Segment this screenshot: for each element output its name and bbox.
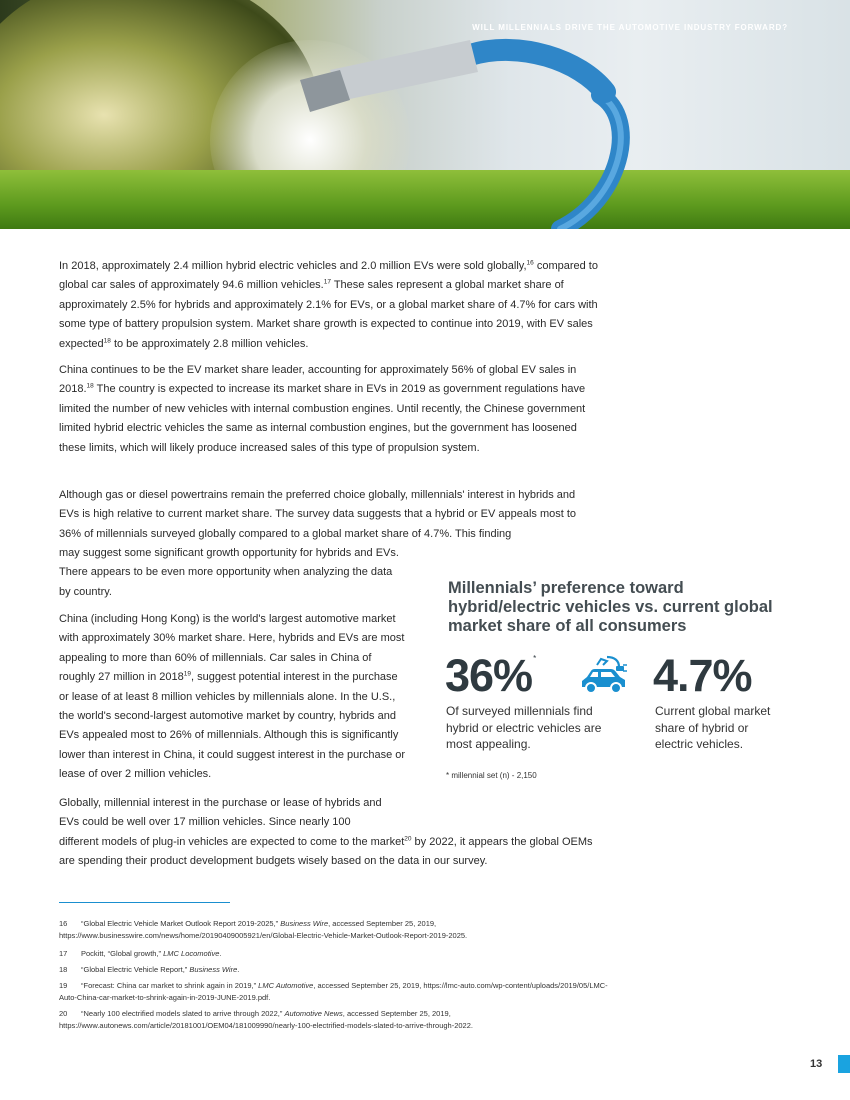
sample-size-note: * millennial set (n) - 2,150 bbox=[446, 771, 537, 780]
paragraph-3a: Although gas or diesel powertrains remain the preferred choice globally, millennials' interest in hybrids and EVs is high relative to current market share. The survey data suggests that a hybrid or EV appeals most to 36% of millennials surveyed globally compared to a global market share of 4.7%. This finding bbox=[59, 489, 577, 540]
hero-image bbox=[0, 0, 850, 229]
stat-asterisk: * bbox=[533, 654, 536, 663]
stat-callout bbox=[448, 579, 788, 636]
charging-cable-illustration bbox=[0, 0, 850, 229]
footnote-19: 19 “Forecast: China car market to shrink again in 2019,” LMC Automotive, accessed September 25, 2019, https://lmc-auto.com/wp-content/uploads/2019/05/LMC-Auto-China-car-market-to-shrink-again-in-2019-JUNE-2019.pdf. bbox=[59, 981, 608, 1002]
paragraph-4: China (including Hong Kong) is the world's largest automotive market with approximately 30% market share. Here, hybrids and EVs are most appealing to more than 60% of millennials. Car sales in China of roughly 27 million in 2018$^{19}$, suggest potential interest in the purchase or lease of at least 8 million vehicles by millennials alone. In the U.S., the world's second-largest automotive market by country, hybrids and EVs appealed most to 26% of millennials. Although this is significantly lower than interest in China, it could suggest interest in the purchase or lease of over 2 million vehicles. bbox=[59, 613, 406, 781]
footnote-divider bbox=[59, 902, 230, 903]
stat-36-value: 36%* bbox=[445, 650, 536, 701]
stat-4-7-value: 4.7% bbox=[653, 650, 752, 701]
paragraph-1: In 2018, approximately 2.4 million hybrid electric vehicles and 2.0 million EVs were sold globally,$^{16}$ compared to global car sales of approximately 94.6 million vehicles.$^{17}$ These sales represent a global market share of approximately 2.5% for hybrids and approximately 2.1% for EVs, or a global market share of 4.7% for cars with some type of battery propulsion system. Market share growth is expected to continue into 2019, with EV sales expected$^{18}$ to be approximately 2.8 million vehicles. bbox=[59, 259, 598, 350]
stat-4-7-description: Current global market share of hybrid or electric vehicles. bbox=[655, 704, 771, 751]
paragraph-3b: may suggest some significant growth opportunity for hybrids and EVs. There appears to be even more opportunity when analyzing the data by country. bbox=[59, 547, 399, 598]
paragraph-5b: different models of plug-in vehicles are expected to come to the market$^{20}$ by 2022, it appears the global OEMs are spending their product development budgets wisely based on the data in our survey. bbox=[59, 835, 593, 868]
footnote-18: 18 “Global Electric Vehicle Report,” Business Wire. bbox=[59, 965, 240, 974]
page-number: 13 bbox=[810, 1058, 823, 1070]
electric-car-icon bbox=[579, 655, 631, 697]
footnote-17: 17 Pockitt, “Global growth,” LMC Locomotive. bbox=[59, 949, 222, 958]
footnote-16: 16 “Global Electric Vehicle Market Outlook Report 2019-2025,” Business Wire, accessed September 25, 2019, https://www.businesswire.com/news/home/20190409005921/en/Global-Electric-Vehicle-Market-Outlook-Report-2019-2025. bbox=[59, 919, 468, 940]
header-title: WILL MILLENNIALS DRIVE THE AUTOMOTIVE INDUSTRY FORWARD? bbox=[472, 23, 788, 32]
stat-36-description: Of surveyed millennials find hybrid or electric vehicles are most appealing. bbox=[446, 704, 602, 751]
footnote-20: 20 “Nearly 100 electrified models slated to arrive through 2022,” Automotive News, accessed September 25, 2019, https://www.autonews.com/article/20181001/OEM04/181009990/nearly-100-electrified-models-slated-to-arrive-through-2022. bbox=[59, 1009, 473, 1030]
paragraph-2: China continues to be the EV market share leader, accounting for approximately 56% of global EV sales in 2018.18 The country is expected to increase its market share in EVs in 2019 as government regulations have limited the number of new vehicles with internal combustion engines. Until recently, the Chinese government limited hybrid electric vehicles the same as internal combustion engines, but the government has loosened these limits, which will likely produce increased sales of this type of propulsion system. bbox=[59, 364, 586, 454]
paragraph-5a: Globally, millennial interest in the purchase or lease of hybrids and EVs could be well over 17 million vehicles. Since nearly 100 bbox=[59, 797, 382, 829]
page-tab-accent bbox=[838, 1055, 850, 1073]
callout-title: Millennials’ preference toward hybrid/electric vehicles vs. current global market share of all consumers bbox=[448, 579, 773, 635]
